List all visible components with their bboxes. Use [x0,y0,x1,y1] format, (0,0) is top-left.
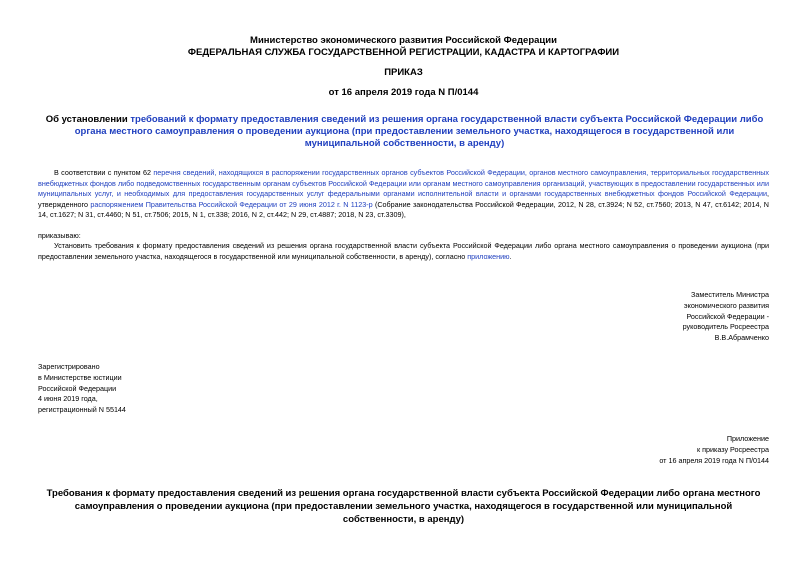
order-text-b: . [509,251,512,261]
preamble-paragraph [38,168,769,221]
title-prefix: Об установлении [45,114,131,125]
signature-line: Заместитель Министра [691,290,769,299]
registration-line: в Министерстве юстиции [38,372,122,382]
signature-line: экономического развития [683,300,769,310]
doc-date-number: от 16 апреля 2019 года N П/0144 [328,87,479,98]
preamble-text-b: , утвержденного [38,189,769,209]
preamble-text-c: (Собрание законодательства Российской Федерации, 2012, N 28, ст.3924; N 52, ст.7560; 2013, N 47, ст.6142; 2014, N 14, ст.1627; N 31, ст.4460; N 51, ст.7506; 2015, N 1, ст.338; 2016, N 2, ст.442; N 29, ст.4887; 2018, N 23, ст.3309), [38,199,769,219]
title-link[interactable]: требований к формату предоставления сведений из решения органа государственной власти субъекта Российской Федерации либо органа местного самоуправления о проведении аукциона (при предоставлении земельного участка, находящегося в государственной или муниципальной собственности, в аренду) [74,114,764,149]
signature-name: В.В.Абрамченко [714,333,769,343]
service-heading: ФЕДЕРАЛЬНАЯ СЛУЖБА ГОСУДАРСТВЕННОЙ РЕГИСТРАЦИИ, КАДАСТРА И КАРТОГРАФИИ [187,47,620,58]
registration-line: Российской Федерации [38,383,117,393]
rasporyazhenie-link[interactable]: распоряжением Правительства Российской Федерации от 29 июня 2012 г. N 1123-р [90,199,373,209]
preamble-text-a: В соответствии с пунктом 62 [54,168,154,177]
registration-line: регистрационный N 55144 [38,405,126,415]
doc-type-heading: ПРИКАЗ [384,67,423,78]
signature-block [683,290,769,344]
appendix-link[interactable]: приложению [467,251,510,261]
order-word: приказываю: [38,231,81,240]
appendix-line: от 16 апреля 2019 года N П/0144 [659,455,769,465]
requirements-title: Требования к формату предоставления сведений из решения органа государственной власти субъекта Российской Федерации либо органа местного самоуправления о проведении аукциона (при предоставлении земельного участка, находящегося в государственной или муниципальной собственности, в аренду) [46,488,761,525]
appendix-line: Приложение [726,434,769,443]
appendix-line: к приказу Росреестра [696,444,769,454]
registration-line: 4 июня 2019 года, [38,394,98,404]
order-paragraph [38,241,769,262]
registration-line: Зарегистрировано [38,362,100,371]
order-text-a: Установить требования к формату предоставления сведений из решения органа государственной власти субъекта Российской Федерации либо органа местного самоуправления о проведении аукциона (при предоставлении земельного участка, находящегося в государственной или муниципальной собственности, в аренду), согласно [38,241,769,261]
signature-line: Российской Федерации - [686,311,769,321]
appendix-block [659,434,769,466]
document-title [38,114,771,150]
signature-line: руководитель Росреестра [682,322,769,332]
ministry-heading: Министерство экономического развития Российской Федерации [250,35,557,46]
perechen-link[interactable]: перечня сведений, находящихся в распоряжении государственных органов субъектов Российской Федерации, органов местного самоуправления, территориальных государственных внебюджетных фондов либо подведомственных государственным органам субъектов Российской Федерации или органам местного самоуправления организаций, участвующих в предоставлении государственных или муниципальных услуг, и необходимых для предоставления государственных услуг федеральными органами исполнительной власти и органами государственных внебюджетных фондов Российской Федерации [38,168,769,198]
registration-block [38,362,126,416]
